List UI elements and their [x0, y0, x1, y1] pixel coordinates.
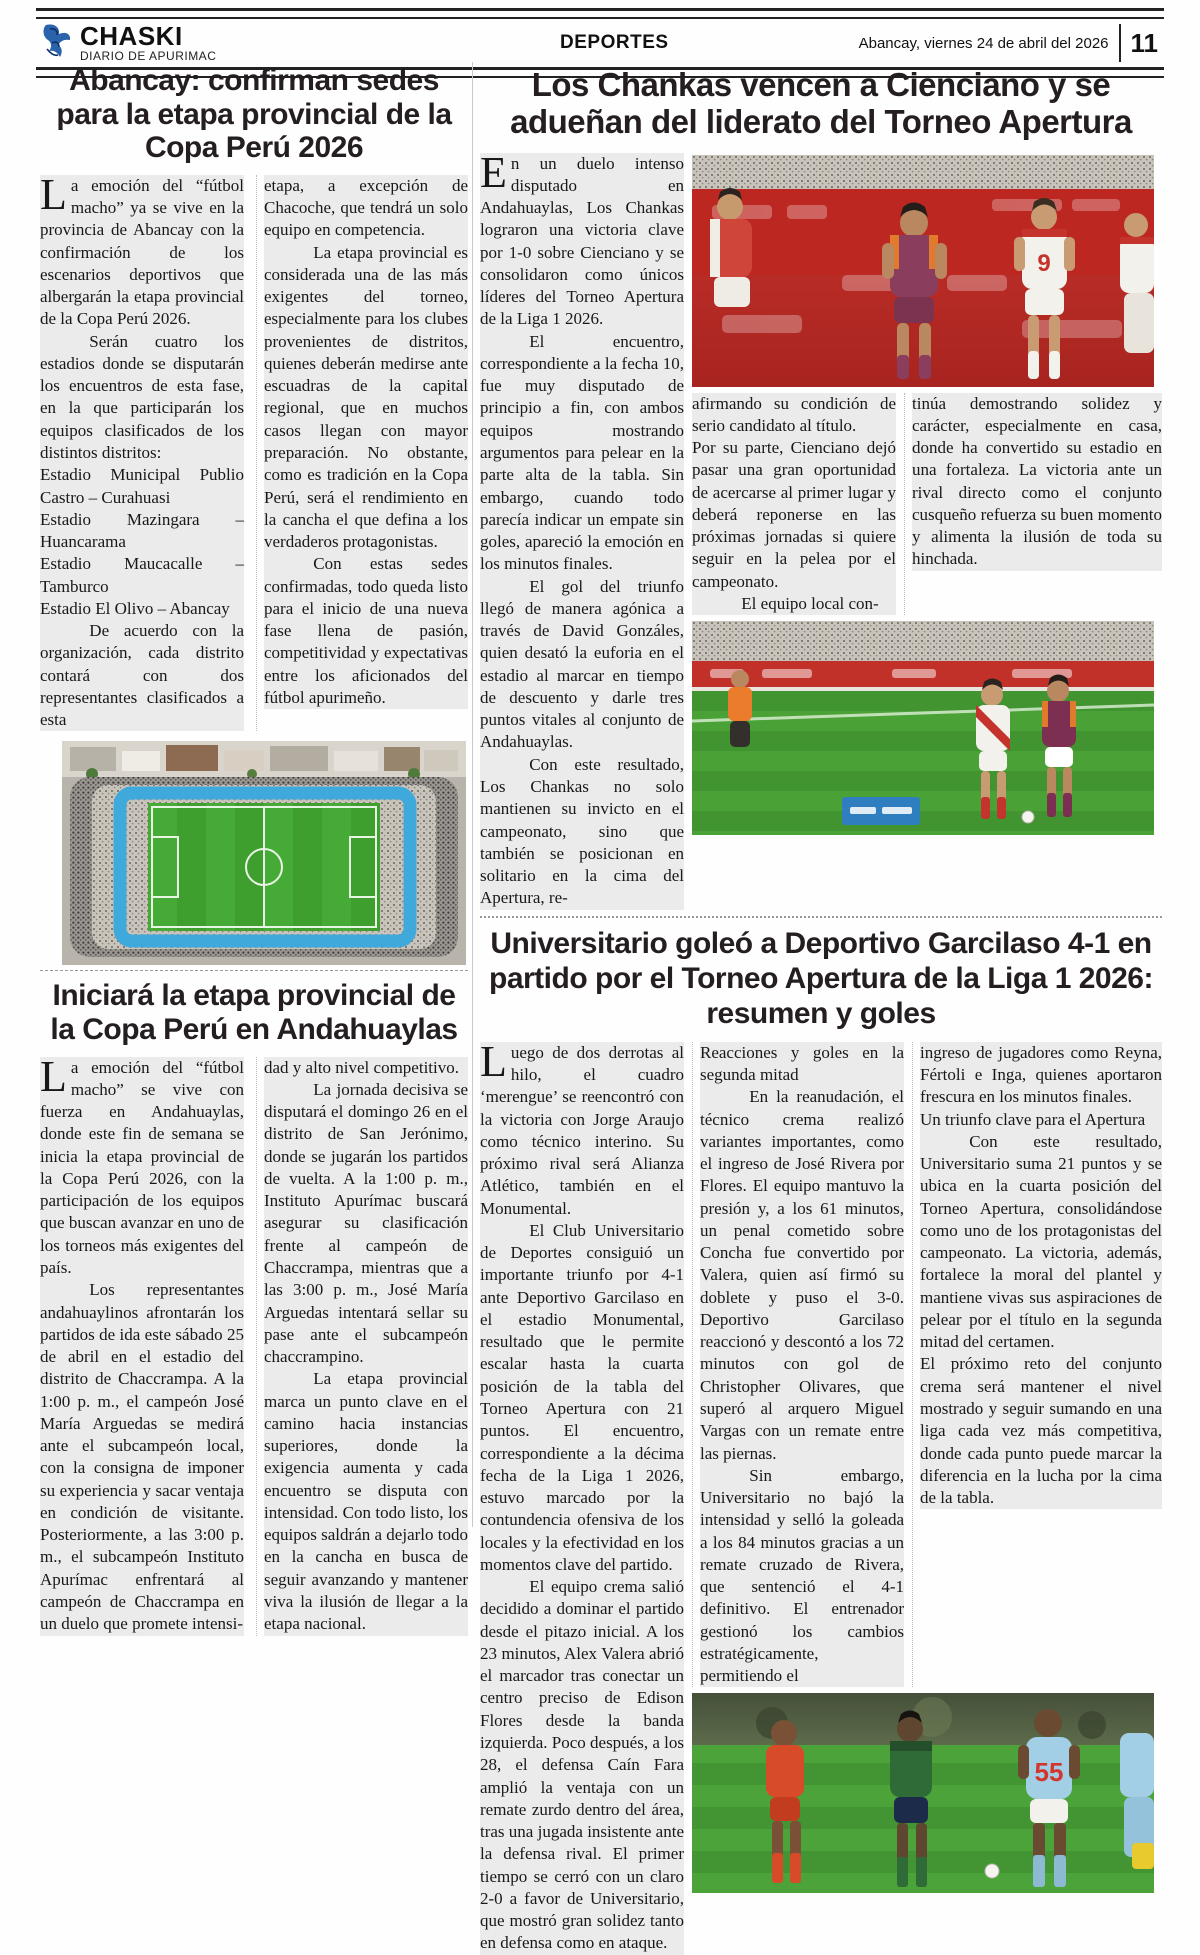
paragraph: dad y alto nivel competitivo. — [264, 1057, 468, 1079]
uni-subcolumns — [692, 1042, 1162, 1688]
paragraph: La etapa provincial marca un punto clave en el camino hacia instancias superiores, donde la exigencia aumenta y cada encuentro se disputa con intensidad. Con todo listo, los equipos saldrán a dejarlo todo en la cancha en busca de seguir avanzando y mantener viva la ilusión de llegar a la etapa nacional. — [264, 1368, 468, 1635]
article-copa-peru-sedes — [40, 64, 468, 965]
brand-subtitle: DIARIO DE APURIMAC — [80, 49, 217, 63]
paragraph: tinúa demostrando solidez y carácter, especialmente en casa, donde ha convertido su estadio en una fortaleza. La victoria ante un rival directo como el conjunto cusqueño refuerza su buen momento y alimenta la ilusión de toda su hinchada. — [912, 393, 1162, 571]
left-page-column — [40, 60, 468, 1636]
dropcap: L — [480, 1036, 507, 1086]
brand-block — [40, 21, 370, 66]
paragraph: La emoción del “fútbol macho” se vive con fuerza en Andahuaylas, donde este fin de semana se inicia la etapa provincial de la Copa Perú 2026, con la participación de los equipos que buscan avanzar en uno de los torneos más exigentes del país. — [40, 1057, 244, 1280]
article-separator-dotted — [480, 916, 1162, 918]
inicia-column-2 — [256, 1057, 468, 1636]
article-inicia-etapa — [40, 979, 468, 1635]
jersey-number-55: 55 — [1034, 1757, 1064, 1788]
chankas-media-column — [692, 153, 1162, 910]
paragraph: De acuerdo con la organización, cada distrito contará con dos representantes clasificados a esta — [40, 620, 244, 731]
uni-column-2 — [692, 1042, 904, 1688]
dropcap: L — [40, 1051, 67, 1101]
paragraph: La emoción del “fútbol macho” ya se vive en la provincia de Abancay con la confirmación de los escenarios deportivos que albergarán la etapa provincial de la Copa Perú 2026. — [40, 175, 244, 331]
chankas-column-1 — [480, 147, 684, 910]
dropcap: L — [40, 169, 67, 219]
subhead: Reacciones y goles en la segunda mitad — [700, 1042, 904, 1087]
uni-column-1 — [480, 1036, 684, 1955]
paragraph: etapa, a excepción de Chacoche, que tendrá un solo equipo en competencia. — [264, 175, 468, 242]
paragraph: El gol del triunfo llegó de manera agónica a través de David Gonzáles, quien desató la euforia en el estadio al marcar en tiempo de descuento y darle tres puntos vitales al conjunto de Andahuaylas. — [480, 576, 684, 754]
article-universitario — [480, 926, 1162, 1955]
stadium-list-item: Estadio Municipal Publio Castro – Curahuasi — [40, 464, 244, 509]
masthead-top-rule — [36, 8, 1164, 19]
photo-stadium-aerial — [62, 741, 468, 965]
headline-copa-peru: Abancay: confirman sedes para la etapa provincial de la Copa Perú 2026 — [56, 64, 452, 165]
copa-column-2 — [256, 175, 468, 732]
paragraph: La jornada decisiva se disputará el domingo 26 en el distrito de San Jerónimo, donde se jugarán los partidos de vuelta. A la 1:00 p. m., Instituto Apurímac buscará asegurar su clasificación frente al campeón de Chaccrampa, mientras que a las 3:00 p. m., José María Arguedas intentará sellar su pase ante el subcampeón chaccrampino. — [264, 1079, 468, 1368]
inicia-column-1 — [40, 1051, 244, 1636]
paragraph: ingreso de jugadores como Reyna, Fértoli e Inga, quienes aportaron frescura en los minutos finales. — [920, 1042, 1162, 1109]
jersey-number-9: 9 — [1037, 249, 1051, 277]
headline-universitario: Universitario goleó a Deportivo Garcilaso 4-1 en partido por el Torneo Apertura de la Liga 1 2026: resumen y goles — [489, 926, 1153, 1031]
paragraph: La etapa provincial es considerada una de las más exigentes del torneo, especialmente para los clubes provenientes de distritos, quienes deberán medirse ante escuadras de la capital regional, que en muchos casos llegan con mayor preparación. No obstante, como es tradición en la Copa Perú, será el rendimiento en la cancha el que defina a los verdaderos protagonistas. — [264, 242, 468, 554]
article-chankas — [480, 66, 1162, 910]
brand-name: CHASKI — [80, 21, 183, 51]
paragraph: En la reanudación, el técnico crema realizó variantes importantes, como el ingreso de José Rivera por Flores. El equipo mantuvo la presión y, a los 61 minutos, un penal cometido sobre Concha fue convertido por Valera, quien así firmó su doblete y puso el 3-0. Deportivo Garcilaso reaccionó y descontó a los 72 minutos con gol de Christopher Olivares, que superó al arquero Miguel Vargas con un remate entre las piernas. — [700, 1086, 904, 1465]
copa-column-1 — [40, 169, 244, 732]
paragraph: El equipo local con- — [692, 593, 896, 615]
subhead: Un triunfo clave para el Apertura — [920, 1109, 1162, 1131]
photo-chankas-field — [692, 621, 1162, 835]
stadium-list-item: Estadio El Olivo – Abancay — [40, 598, 244, 620]
paragraph: El próximo reto del conjunto crema será mantener el nivel mostrado y seguir sumando en una liga cada vez más competitiva, donde cada punto puede marcar la diferencia en la lucha por la cima de la tabla. — [920, 1353, 1162, 1509]
dropcap: E — [480, 147, 507, 197]
stadium-list-item: Estadio Maucacalle – Tamburco — [40, 553, 244, 598]
masthead-separator — [1119, 24, 1121, 62]
page-number: 11 — [1130, 27, 1158, 58]
chankas-column-3 — [904, 393, 1162, 616]
edition-date: Abancay, viernes 24 de abril del 2026 — [858, 34, 1109, 52]
chankas-column-2 — [692, 393, 896, 616]
article-separator — [40, 970, 468, 971]
paragraph: El encuentro, correspondiente a la fecha 10, fue muy disputado de principio a fin, con ambos equipos mostrando argumentos para pelear en la parte alta de la tabla. Sin embargo, cuando todo parecía indicar un empate sin goles, apareció la emoción en los minutos finales. — [480, 331, 684, 576]
chaski-bird-logo-icon — [40, 21, 74, 66]
right-page-column — [480, 60, 1162, 1955]
paragraph: En un duelo intenso disputado en Andahuaylas, Los Chankas lograron una victoria clave por 1-0 sobre Cienciano y se consolidaron como únicos líderes del Torneo Apertura de la Liga 1 2026. — [480, 153, 684, 331]
paragraph: Sin embargo, Universitario no bajó la intensidad y selló la goleada a los 84 minutos gracias a un remate cruzado de Rivera, que sentenció el 4-1 definitivo. El entrenador gestionó los cambios estratégicamente, permitiendo el — [700, 1465, 904, 1688]
paragraph: El Club Universitario de Deportes consiguió un importante triunfo por 4-1 ante Deportivo Garcilaso en el estadio Monumental, resultado que le permite escalar hasta la cuarta posición de la tabla del Torneo Apertura con 21 puntos. El encuentro, correspondiente a la décima fecha de la Liga 1 2026, estuvo marcado por la contundencia ofensiva de los locales y la efectividad en los momentos clave del partido. — [480, 1220, 684, 1576]
uni-media-column — [692, 1042, 1162, 1955]
photo-universitario-garcilaso — [692, 1693, 1162, 1893]
headline-chankas: Los Chankas vencen a Cienciano y se adueñan del liderato del Torneo Apertura — [510, 66, 1132, 141]
paragraph: afirmando su condición de serio candidato al título. — [692, 393, 896, 438]
column-divider — [472, 62, 473, 1527]
chankas-subcolumns — [692, 393, 1162, 616]
paragraph: Con estas sedes confirmadas, todo queda listo para el inicio de una nueva fase llena de pasión, competitividad y expectativas entre los aficionados del fútbol apurimeño. — [264, 553, 468, 709]
paragraph: Serán cuatro los estadios donde se disputarán los encuentros de esta fase, en la que participarán los equipos clasificados de los distintos distritos: — [40, 331, 244, 465]
stadium-list-item: Estadio Mazingara – Huancarama — [40, 509, 244, 554]
paragraph: El equipo crema salió decidido a dominar el partido desde el pitazo inicial. A los 23 minutos, Alex Valera abrió el marcador tras conectar un centro preciso de Edison Flores desde la banda izquierda. Poco después, a los 28, el defensa Caín Fara amplió la ventaja con un remate zurdo dentro del área, tras una jugada insistente ante la defensa rival. El primer tiempo se cerró con un claro 2-0 a favor de Universitario, que mostró gran solidez tanto en defensa como en ataque. — [480, 1576, 684, 1955]
uni-column-3 — [912, 1042, 1162, 1688]
paragraph: Con este resultado, Universitario suma 21 puntos y se ubica en la cuarta posición del Torneo Apertura, consolidándose como uno de los protagonistas del campeonato. La victoria, además, fortalece la moral del plantel y mantiene vivas sus aspiraciones de pelear por el título en la segunda mitad del certamen. — [920, 1131, 1162, 1354]
headline-inicia-etapa: Iniciará la etapa provincial de la Copa Perú en Andahuaylas — [50, 979, 458, 1047]
paragraph: Con este resultado, Los Chankas no solo mantienen su invicto en el campeonato, sino que también se posicionan en solitario en la cima del Apertura, re- — [480, 754, 684, 910]
paragraph: Los representantes andahuaylinos afrontarán los partidos de ida este sábado 25 de abril en el estadio del distrito de Chaccrampa. A la 1:00 p. m., el campeón José María Arguedas se medirá ante el subcampeón local, con la consigna de imponer su experiencia y sacar ventaja en condición de visitante. Posteriormente, a las 3:00 p. m., el subcampeón Instituto Apurímac enfrentará al campeón de Chaccrampa en un duelo que promete intensi- — [40, 1279, 244, 1635]
paragraph: Luego de dos derrotas al hilo, el cuadro ‘merengue’ se reencontró con la victoria con Jorge Araujo como técnico interino. Su próximo rival será Alianza Atlético, también en el Monumental. — [480, 1042, 684, 1220]
section-title: DEPORTES — [560, 32, 669, 53]
paragraph: Por su parte, Cienciano dejó pasar una gran oportunidad de acercarse al primer lugar y deberá reponerse en las próximas jornadas si quiere seguir en la pelea por el campeonato. — [692, 437, 896, 593]
photo-chankas-cienciano-action — [692, 155, 1162, 387]
